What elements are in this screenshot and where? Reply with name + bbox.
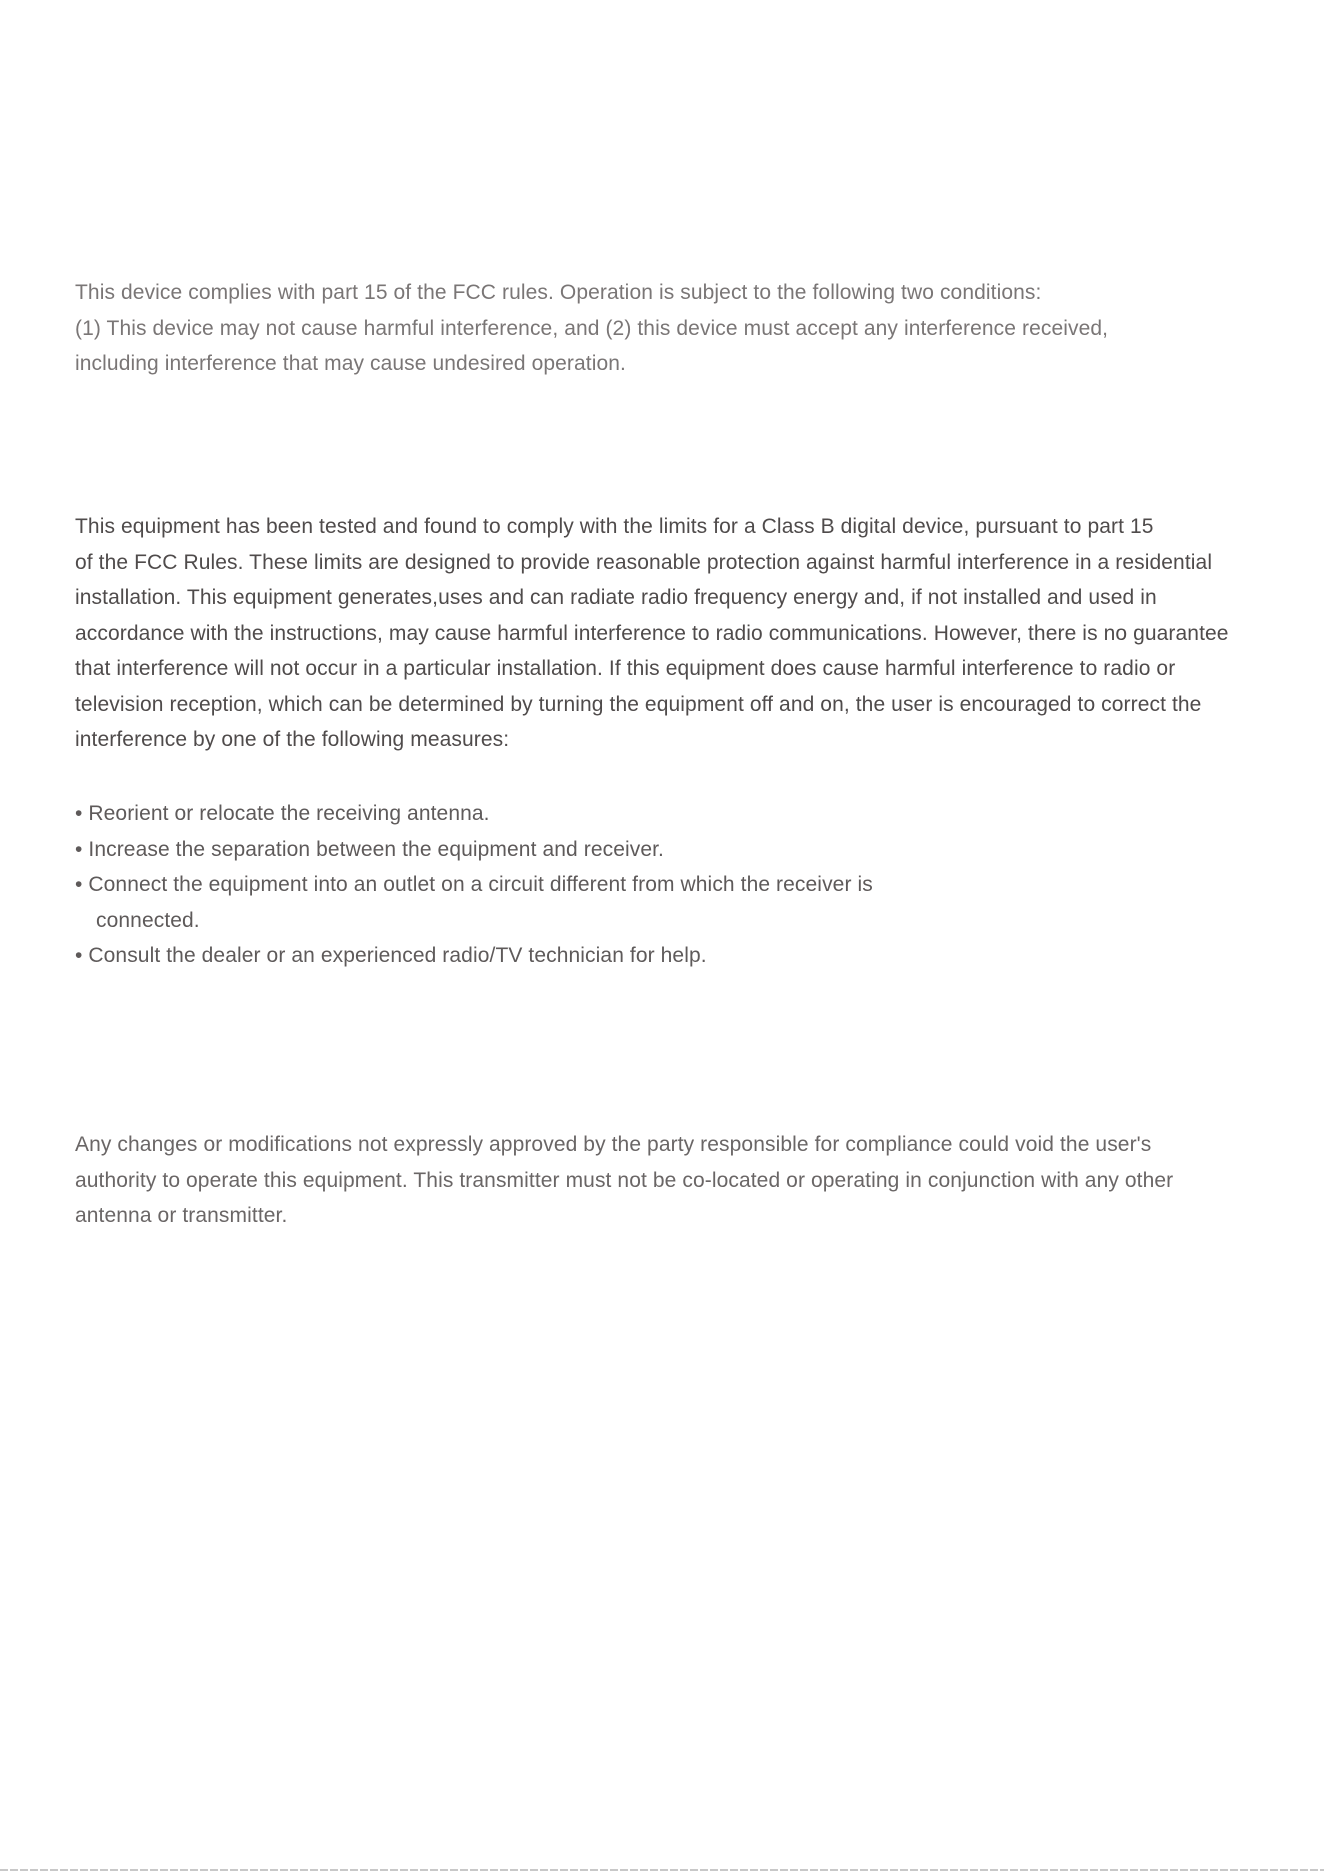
list-item: • Connect the equipment into an outlet on a circuit different from which the receiver is: [75, 873, 873, 896]
paragraph-line: interference by one of the following measures:: [75, 728, 510, 751]
measures-list: [75, 796, 1275, 974]
paragraph-line: (1) This device may not cause harmful interference, and (2) this device must accept any interference received,: [75, 316, 1109, 340]
list-item: • Reorient or relocate the receiving antenna.: [75, 802, 490, 825]
paragraph-line: that interference will not occur in a particular installation. If this equipment does cause harmful interference to radio or: [75, 657, 1176, 680]
paragraph-line: of the FCC Rules. These limits are designed to provide reasonable protection against harmful interference in a residential: [75, 550, 1213, 574]
paragraph-line: including interference that may cause undesired operation.: [75, 352, 626, 375]
page-bottom-divider: [0, 1869, 1324, 1871]
paragraph-line: antenna or transmitter.: [75, 1204, 288, 1227]
paragraph-line: television reception, which can be determined by turning the equipment off and on, the user is encouraged to correct the: [75, 692, 1202, 716]
paragraph-line: installation. This equipment generates,uses and can radiate radio frequency energy and, if not installed and used in: [75, 586, 1157, 609]
list-item: • Increase the separation between the equipment and receiver.: [75, 837, 664, 861]
fcc-changes-paragraph: [75, 1127, 1275, 1234]
paragraph-line: accordance with the instructions, may cause harmful interference to radio communications. However, there is no guarantee: [75, 621, 1229, 645]
list-item-continuation: connected.: [96, 908, 200, 932]
paragraph-line: Any changes or modifications not expressly approved by the party responsible for compliance could void the user's: [75, 1133, 1152, 1156]
paragraph-line: authority to operate this equipment. This transmitter must not be co-located or operating in conjunction with any other: [75, 1168, 1174, 1192]
paragraph-line: This device complies with part 15 of the FCC rules. Operation is subject to the following two conditions:: [75, 281, 1042, 304]
paragraph-line: This equipment has been tested and found to comply with the limits for a Class B digital device, pursuant to part 15: [75, 515, 1154, 538]
fcc-conditions-paragraph: [75, 275, 1275, 382]
fcc-equipment-paragraph: [75, 509, 1275, 758]
list-item: • Consult the dealer or an experienced radio/TV technician for help.: [75, 944, 707, 967]
